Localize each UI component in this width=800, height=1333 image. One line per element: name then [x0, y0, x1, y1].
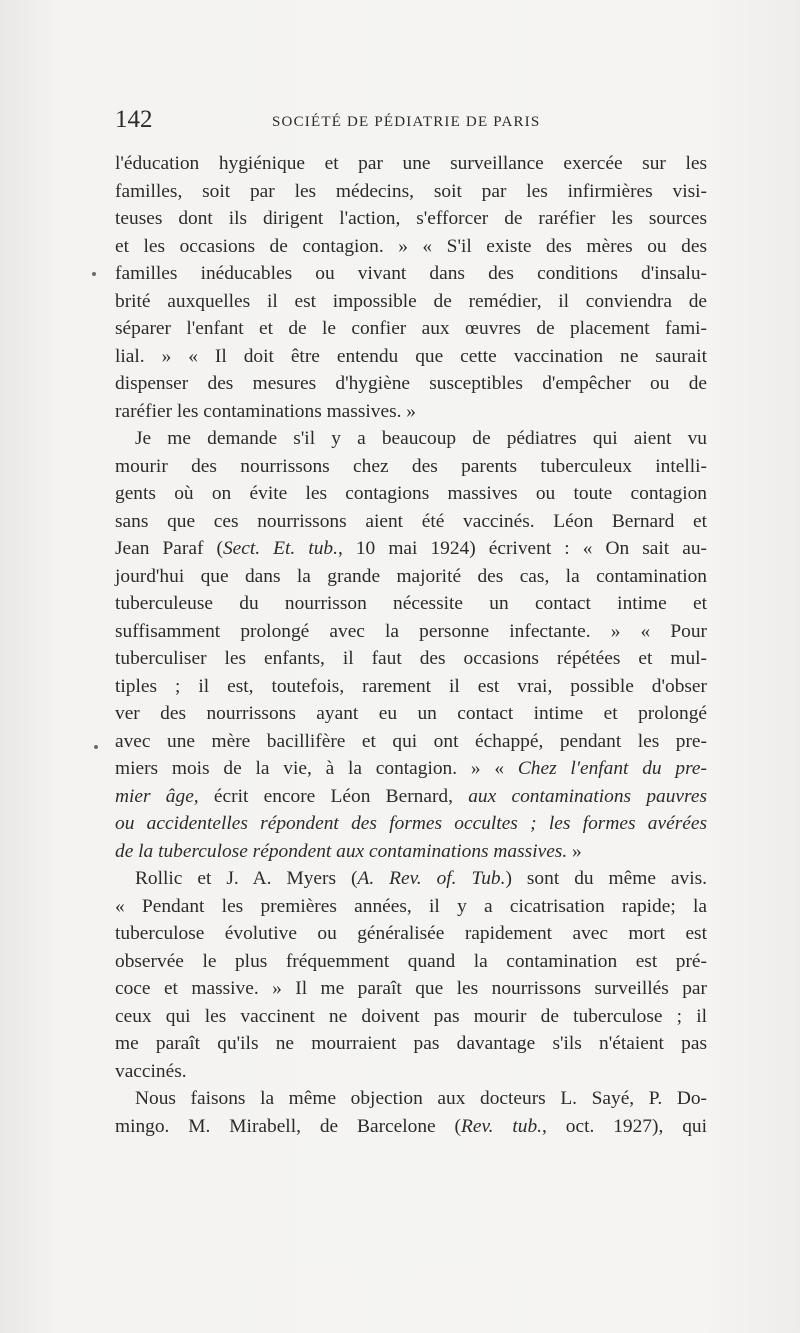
text-line: ceux qui les vaccinent ne doivent pas mourir de tuberculose ; il [115, 1005, 707, 1027]
page-number: 142 [115, 106, 153, 133]
text-segment: ) sont du même avis. [505, 868, 707, 889]
text-segment: , 10 mai 1924) écrivent : « On sait au- [337, 538, 708, 559]
citation-italic: A. Rev. of. Tub. [357, 868, 506, 889]
text-segment: » [567, 840, 582, 862]
text-segment: Rollic et J. A. Myers ( [135, 868, 358, 889]
body-text [115, 150, 707, 1140]
text-line [115, 1113, 707, 1141]
text-line: séparer l'enfant et de le confier aux œuvres de placement fami- [115, 318, 707, 339]
text-line: mourir des nourrissons chez des parents tuberculeux intelli- [115, 455, 707, 477]
quote-italic: mier âge, [115, 785, 199, 807]
text-line: dispenser des mesures d'hygiène susceptibles d'empêcher ou de [115, 373, 707, 394]
text-line: gents où on évite les contagions massives ou toute contagion [115, 483, 707, 504]
text-line [115, 755, 707, 783]
text-line: l'éducation hygiénique et par une surveillance exercée sur les [115, 153, 707, 174]
text-line: raréfier les contaminations massives. » [115, 400, 416, 422]
text-segment: mingo. M. Mirabell, de Barcelone ( [115, 1115, 462, 1137]
text-line: coce et massive. » Il me paraît que les nourrissons surveillés par [115, 978, 707, 999]
text-segment: miers mois de la vie, à la contagion. » « [115, 758, 518, 779]
text-line: tuberculiser les enfants, il faut des occasions répétées et mul- [115, 648, 707, 669]
citation-italic: Rev. tub. [461, 1115, 543, 1137]
text-segment: Jean Paraf ( [115, 538, 223, 559]
text-line: me paraît qu'ils ne mourraient pas davantage s'ils n'étaient pas [115, 1033, 707, 1054]
text-line: suffisamment prolongé avec la personne infectante. » « Pour [115, 620, 707, 642]
text-line [115, 838, 707, 866]
quote-italic: de la tuberculose répondent aux contaminations massives. [115, 840, 568, 862]
text-line: Je me demande s'il y a beaucoup de pédiatres qui aient vu [135, 428, 707, 449]
text-line: teuses dont ils dirigent l'action, s'efforcer de raréfier les sources [115, 208, 707, 229]
text-line: avec une mère bacillifère et qui ont échappé, pendant les pre- [115, 730, 707, 752]
text-line: familles inéducables ou vivant dans des conditions d'insalu- [115, 263, 707, 284]
text-line: et les occasions de contagion. » « S'il existe des mères ou des [115, 235, 707, 257]
text-line: Nous faisons la même objection aux docteurs L. Sayé, P. Do- [135, 1088, 707, 1109]
text-line: lial. » « Il doit être entendu que cette vaccination ne saurait [115, 345, 707, 367]
text-line: tuberculose évolutive ou généralisée rapidement avec mort est [115, 923, 707, 944]
text-segment: écrit encore Léon Bernard, [213, 785, 453, 807]
margin-speck [92, 272, 96, 276]
text-line: jourd'hui que dans la grande majorité des cas, la contamination [115, 565, 707, 587]
text-line [115, 810, 707, 838]
quote-italic: aux contaminations pauvres [468, 785, 707, 807]
text-line [115, 535, 707, 563]
text-line: vaccinés. [115, 1060, 187, 1082]
text-line: familles, soit par les médecins, soit par les infirmières visi- [115, 180, 707, 202]
page-header [115, 106, 715, 136]
text-line: tiples ; il est, toutefois, rarement il est vrai, possible d'obser [115, 675, 707, 697]
quote-italic: ou accidentelles répondent des formes occultes ; les formes avérées [115, 813, 707, 834]
text-line: « Pendant les premières années, il y a cicatrisation rapide; la [115, 895, 707, 917]
text-line: sans que ces nourrissons aient été vaccinés. Léon Bernard et [115, 510, 707, 532]
text-line [115, 783, 707, 811]
text-line: observée le plus fréquemment quand la contamination est pré- [115, 950, 707, 972]
quote-italic: Chez l'enfant du pre- [517, 758, 707, 779]
running-title: SOCIÉTÉ DE PÉDIATRIE DE PARIS [272, 114, 541, 130]
margin-speck [94, 745, 98, 749]
text-line: tuberculeuse du nourrisson nécessite un contact intime et [115, 593, 707, 614]
text-line: ver des nourrissons ayant eu un contact intime et prolongé [115, 703, 707, 724]
citation-italic: Sect. Et. tub. [222, 538, 338, 559]
text-segment: , oct. 1927), qui [542, 1115, 707, 1137]
text-line [115, 865, 707, 893]
text-line: brité auxquelles il est impossible de remédier, il conviendra de [115, 290, 707, 312]
